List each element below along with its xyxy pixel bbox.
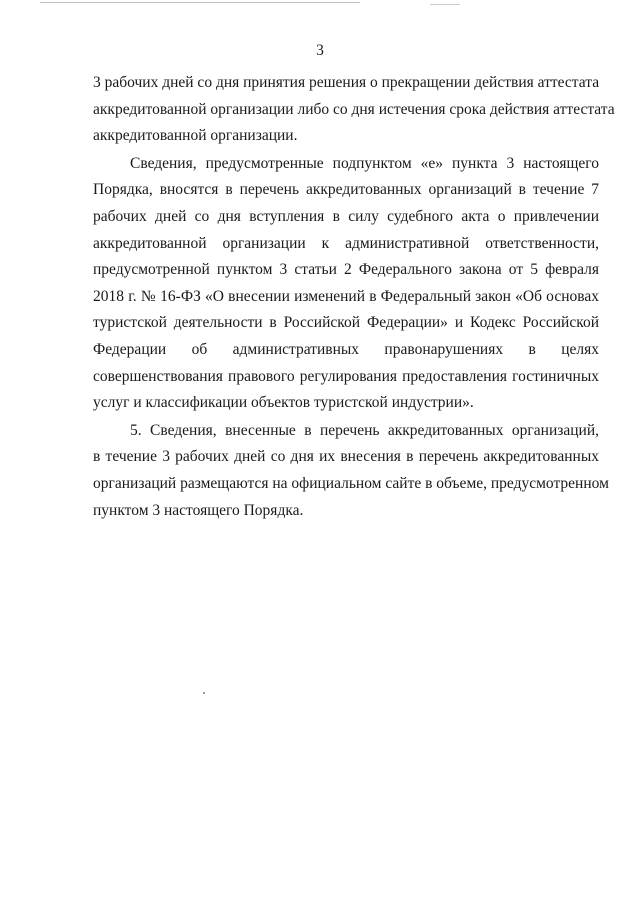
paragraph-2 (93, 151, 599, 417)
text-line: 3 рабочих дней со дня принятия решения о прекращении действия аттестата (93, 74, 600, 91)
text-line: Сведения, предусмотренные подпунктом «е» пункта 3 настоящего (130, 154, 599, 172)
text-line: рабочих дней со дня вступления в силу судебного акта о привлечении (93, 207, 599, 225)
text-line: аккредитованной организации либо со дня истечения срока действия аттестата (93, 100, 615, 118)
text-line: аккредитованной организации. (93, 127, 298, 145)
text-line: пунктом 3 настоящего Порядка. (93, 501, 304, 519)
text-line: аккредитованной организации к административной ответственности, (93, 234, 599, 252)
page-number: 3 (316, 42, 324, 59)
text-line: в течение 3 рабочих дней со дня их внесения в перечень аккредитованных (93, 448, 599, 466)
text-line: услуг и классификации объектов туристской индустрии». (93, 394, 474, 412)
paragraph-1 (93, 70, 615, 150)
text-line: туристской деятельности в Российской Федерации» и Кодекс Российской (93, 314, 599, 332)
text-line: 5. Сведения, внесенные в перечень аккредитованных организаций, (130, 421, 599, 439)
paragraph-3 (93, 418, 609, 524)
text-line: предусмотренной пунктом 3 статьи 2 Федерального закона от 5 февраля (93, 261, 599, 279)
text-line: организаций размещаются на официальном сайте в объеме, предусмотренном (93, 474, 609, 492)
text-line: Порядка, вносятся в перечень аккредитованных организаций в течение 7 (93, 181, 599, 199)
document-body (93, 70, 615, 524)
text-line: Федерации об административных правонарушениях в целях (93, 340, 599, 358)
scan-speck (203, 692, 205, 694)
text-line: совершенствования правового регулирования предоставления гостиничных (93, 367, 599, 385)
text-line: 2018 г. № 16-ФЗ «О внесении изменений в Федеральный закон «Об основах (93, 287, 599, 305)
scan-edge-mark (40, 2, 360, 3)
scan-edge-mark (430, 4, 460, 5)
